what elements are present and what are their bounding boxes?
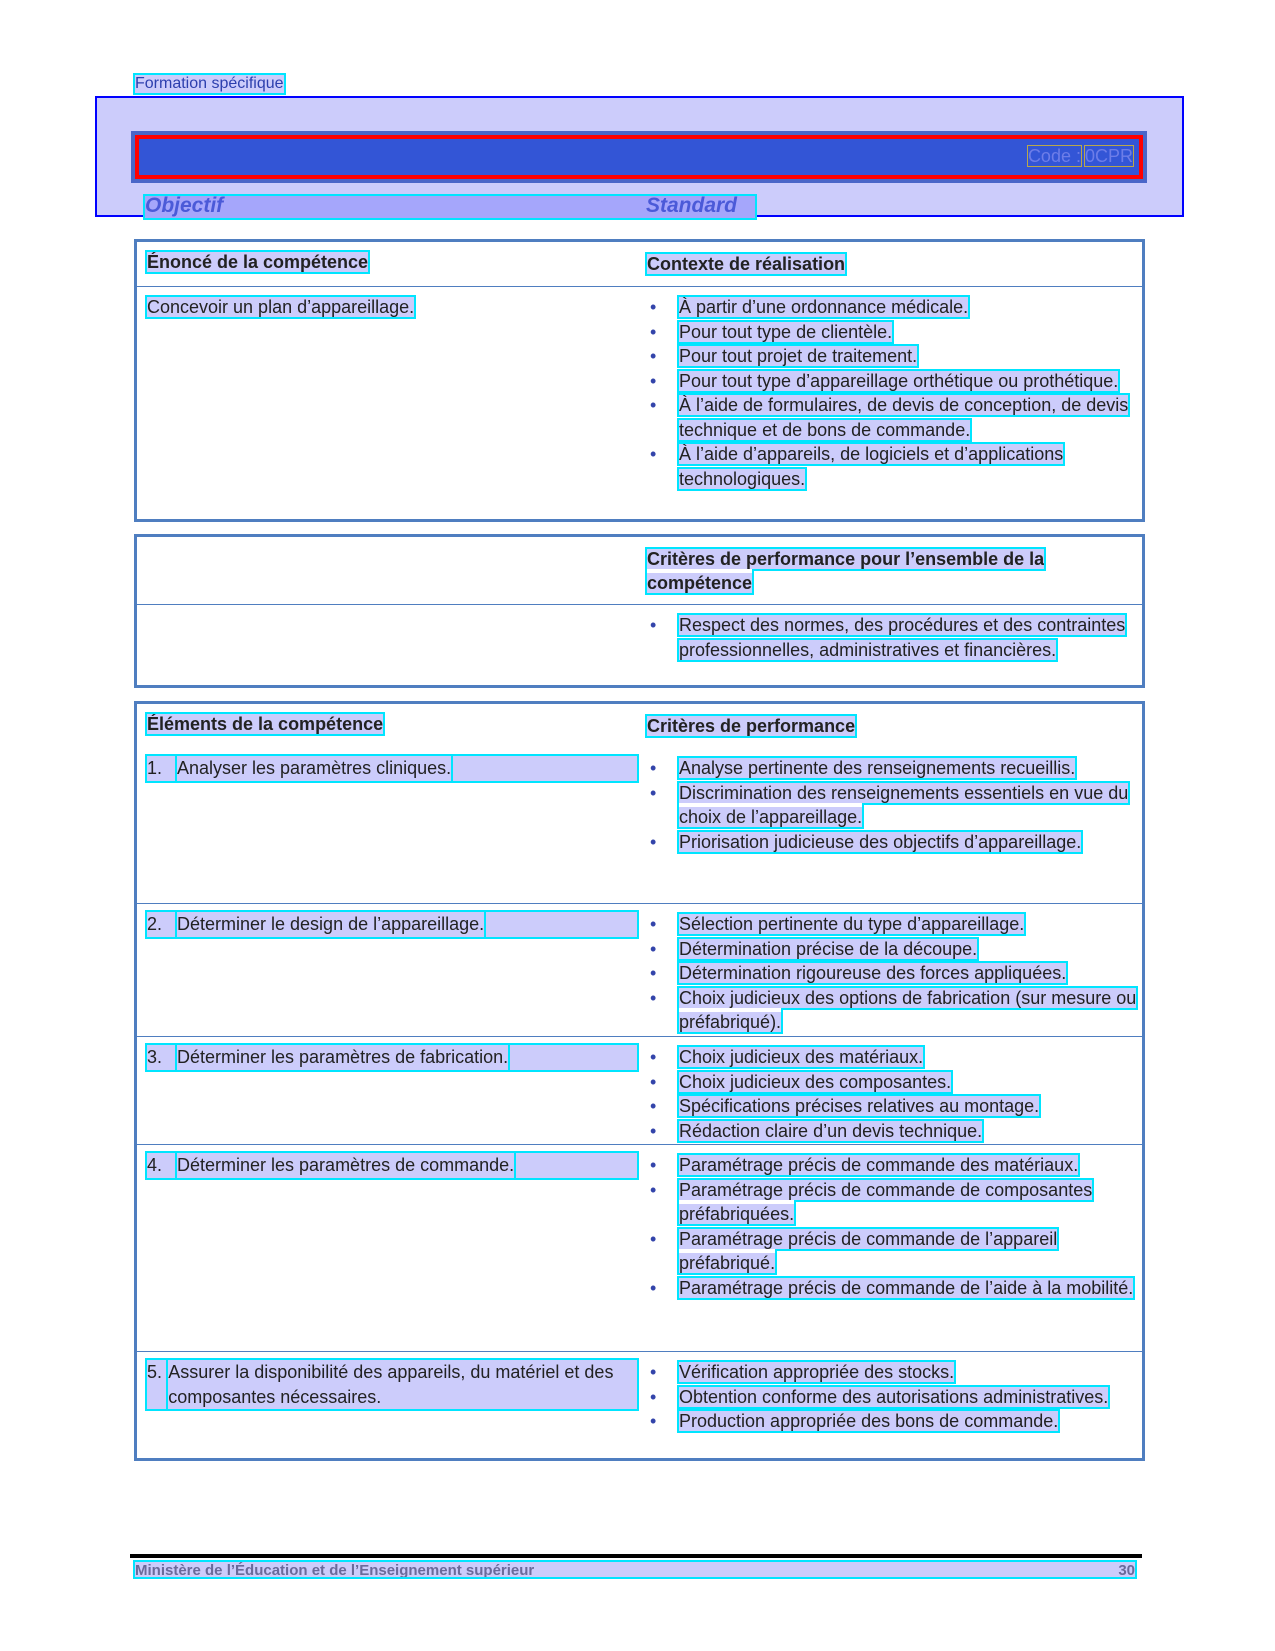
competence-table bbox=[134, 239, 1145, 522]
bullet-item bbox=[647, 1385, 1137, 1410]
code-label-group bbox=[1024, 146, 1133, 167]
page-number: 30 bbox=[1118, 1562, 1135, 1579]
table-row bbox=[137, 1351, 1142, 1458]
footer bbox=[135, 1562, 1135, 1577]
bullet-item bbox=[647, 442, 1137, 491]
bullet-item bbox=[647, 961, 1137, 986]
bullet-item bbox=[647, 344, 1137, 369]
table-header-row bbox=[137, 537, 1142, 604]
bullet-text: Vérification appropriée des stocks. bbox=[679, 1362, 955, 1382]
bullet-text: Pour tout projet de traitement. bbox=[679, 346, 918, 366]
table-row bbox=[137, 748, 1142, 903]
criteres-list bbox=[647, 912, 1137, 1035]
bullet-item bbox=[647, 1070, 1137, 1095]
bullet-text: Paramétrage précis de commande des matériaux. bbox=[679, 1155, 1079, 1175]
table-row bbox=[137, 1144, 1142, 1351]
bullet-text: Choix judicieux des composantes. bbox=[679, 1071, 952, 1092]
bullet-item bbox=[647, 937, 1137, 962]
element-label: Déterminer les paramètres de fabrication. bbox=[177, 1045, 508, 1070]
bullet-text: Analyse pertinente des renseignements recueillis. bbox=[679, 758, 1076, 778]
bullet-item bbox=[647, 756, 1137, 781]
standard-heading: Standard bbox=[646, 194, 738, 217]
element-number: 2. bbox=[147, 912, 177, 937]
bullet-text: Respect des normes, des procédures et des contraintes professionnelles, administratives et financières. bbox=[679, 615, 1126, 660]
bullet-item bbox=[647, 613, 1137, 662]
header-criteres: Critères de performance bbox=[647, 716, 856, 736]
bullet-item bbox=[647, 1227, 1137, 1276]
bullet-item bbox=[647, 320, 1137, 345]
bullet-text: À l’aide de formulaires, de devis de conception, de devis technique et de bons de commande. bbox=[679, 395, 1129, 440]
footer-ministry: Ministère de l’Éducation et de l’Enseignement supérieur bbox=[135, 1562, 535, 1579]
bullet-text: Rédaction claire d’un devis technique. bbox=[679, 1120, 983, 1141]
header-elements: Éléments de la compétence bbox=[147, 714, 384, 734]
bullet-item bbox=[647, 986, 1137, 1035]
bullet-text: Paramétrage précis de commande de l’appareil préfabriqué. bbox=[679, 1228, 1058, 1273]
criteres-list bbox=[647, 756, 1137, 854]
bullet-text: Obtention conforme des autorisations administratives. bbox=[679, 1386, 1109, 1407]
section-header: Formation spécifique bbox=[135, 75, 284, 92]
bullet-text: Détermination précise de la découpe. bbox=[679, 938, 978, 959]
bullet-text: Pour tout type d’appareillage orthétique ou prothétique. bbox=[679, 370, 1119, 391]
element-number: 1. bbox=[147, 756, 177, 781]
header-enonce: Énoncé de la compétence bbox=[147, 252, 369, 272]
bullet-item bbox=[647, 1409, 1137, 1434]
contexte-list bbox=[647, 295, 1137, 491]
element-cell bbox=[147, 912, 637, 937]
bullet-item bbox=[647, 1178, 1137, 1227]
table-row bbox=[137, 1036, 1142, 1144]
bullet-text: À l’aide d’appareils, de logiciels et d’applications technologiques. bbox=[679, 444, 1064, 489]
bullet-item bbox=[647, 781, 1137, 830]
bullet-text: Paramétrage précis de commande de l’aide à la mobilité. bbox=[679, 1277, 1134, 1298]
enonce-text: Concevoir un plan d’appareillage. bbox=[147, 297, 415, 317]
bullet-item bbox=[647, 1094, 1137, 1119]
bullet-text: À partir d’une ordonnance médicale. bbox=[679, 297, 969, 317]
bullet-item bbox=[647, 393, 1137, 442]
table-row bbox=[137, 604, 1142, 685]
bullet-item bbox=[647, 295, 1137, 320]
objectif-heading: Objectif bbox=[145, 194, 224, 217]
element-label: Déterminer les paramètres de commande. bbox=[177, 1153, 514, 1178]
criteres-list bbox=[647, 1360, 1137, 1434]
bullet-text: Choix judicieux des options de fabrication (sur mesure ou préfabriqué). bbox=[679, 987, 1137, 1032]
elements-table bbox=[134, 701, 1145, 1461]
element-number: 3. bbox=[147, 1045, 177, 1070]
header-ensemble: Critères de performance pour l’ensemble de la compétence bbox=[647, 549, 1045, 593]
criteres-list bbox=[647, 1153, 1137, 1300]
element-label: Assurer la disponibilité des appareils, du matériel et des composantes nécessaires. bbox=[168, 1360, 637, 1409]
table-row bbox=[137, 286, 1142, 519]
objective-standard-row bbox=[145, 196, 755, 218]
ensemble-list bbox=[647, 613, 1137, 662]
ensemble-table bbox=[134, 534, 1145, 688]
code-value: 0CPR bbox=[1084, 146, 1133, 166]
table-header-row bbox=[137, 242, 1142, 286]
bullet-text: Paramétrage précis de commande de composantes préfabriquées. bbox=[679, 1179, 1093, 1224]
code-label: Code : bbox=[1027, 146, 1081, 166]
element-number: 4. bbox=[147, 1153, 177, 1178]
bullet-item bbox=[647, 1276, 1137, 1301]
bullet-text: Priorisation judicieuse des objectifs d’appareillage. bbox=[679, 831, 1082, 852]
bullet-text: Spécifications précises relatives au montage. bbox=[679, 1096, 1040, 1116]
criteres-list bbox=[647, 1045, 1137, 1143]
bullet-item bbox=[647, 830, 1137, 855]
bullet-item bbox=[647, 1360, 1137, 1385]
bullet-text: Choix judicieux des matériaux. bbox=[679, 1047, 924, 1067]
code-bar bbox=[135, 135, 1143, 179]
bullet-item bbox=[647, 1119, 1137, 1144]
element-cell bbox=[147, 1153, 637, 1178]
bullet-text: Sélection pertinente du type d’appareillage. bbox=[679, 914, 1025, 934]
bullet-item bbox=[647, 912, 1137, 937]
element-label: Déterminer le design de l’appareillage. bbox=[177, 912, 484, 937]
element-label: Analyser les paramètres cliniques. bbox=[177, 756, 451, 781]
header-contexte: Contexte de réalisation bbox=[647, 254, 846, 274]
bullet-text: Détermination rigoureuse des forces appliquées. bbox=[679, 963, 1067, 983]
bullet-item bbox=[647, 369, 1137, 394]
element-cell bbox=[147, 1045, 637, 1070]
element-cell bbox=[147, 756, 637, 781]
bullet-item bbox=[647, 1153, 1137, 1178]
bullet-text: Discrimination des renseignements essentiels en vue du choix de l’appareillage. bbox=[679, 782, 1129, 827]
bullet-text: Production appropriée des bons de commande. bbox=[679, 1411, 1059, 1431]
footer-rule bbox=[130, 1554, 1142, 1558]
bullet-item bbox=[647, 1045, 1137, 1070]
element-cell bbox=[147, 1360, 637, 1409]
table-row bbox=[137, 903, 1142, 1036]
element-number: 5. bbox=[147, 1360, 168, 1409]
table-header-row bbox=[137, 704, 1142, 748]
bullet-text: Pour tout type de clientèle. bbox=[679, 321, 893, 342]
